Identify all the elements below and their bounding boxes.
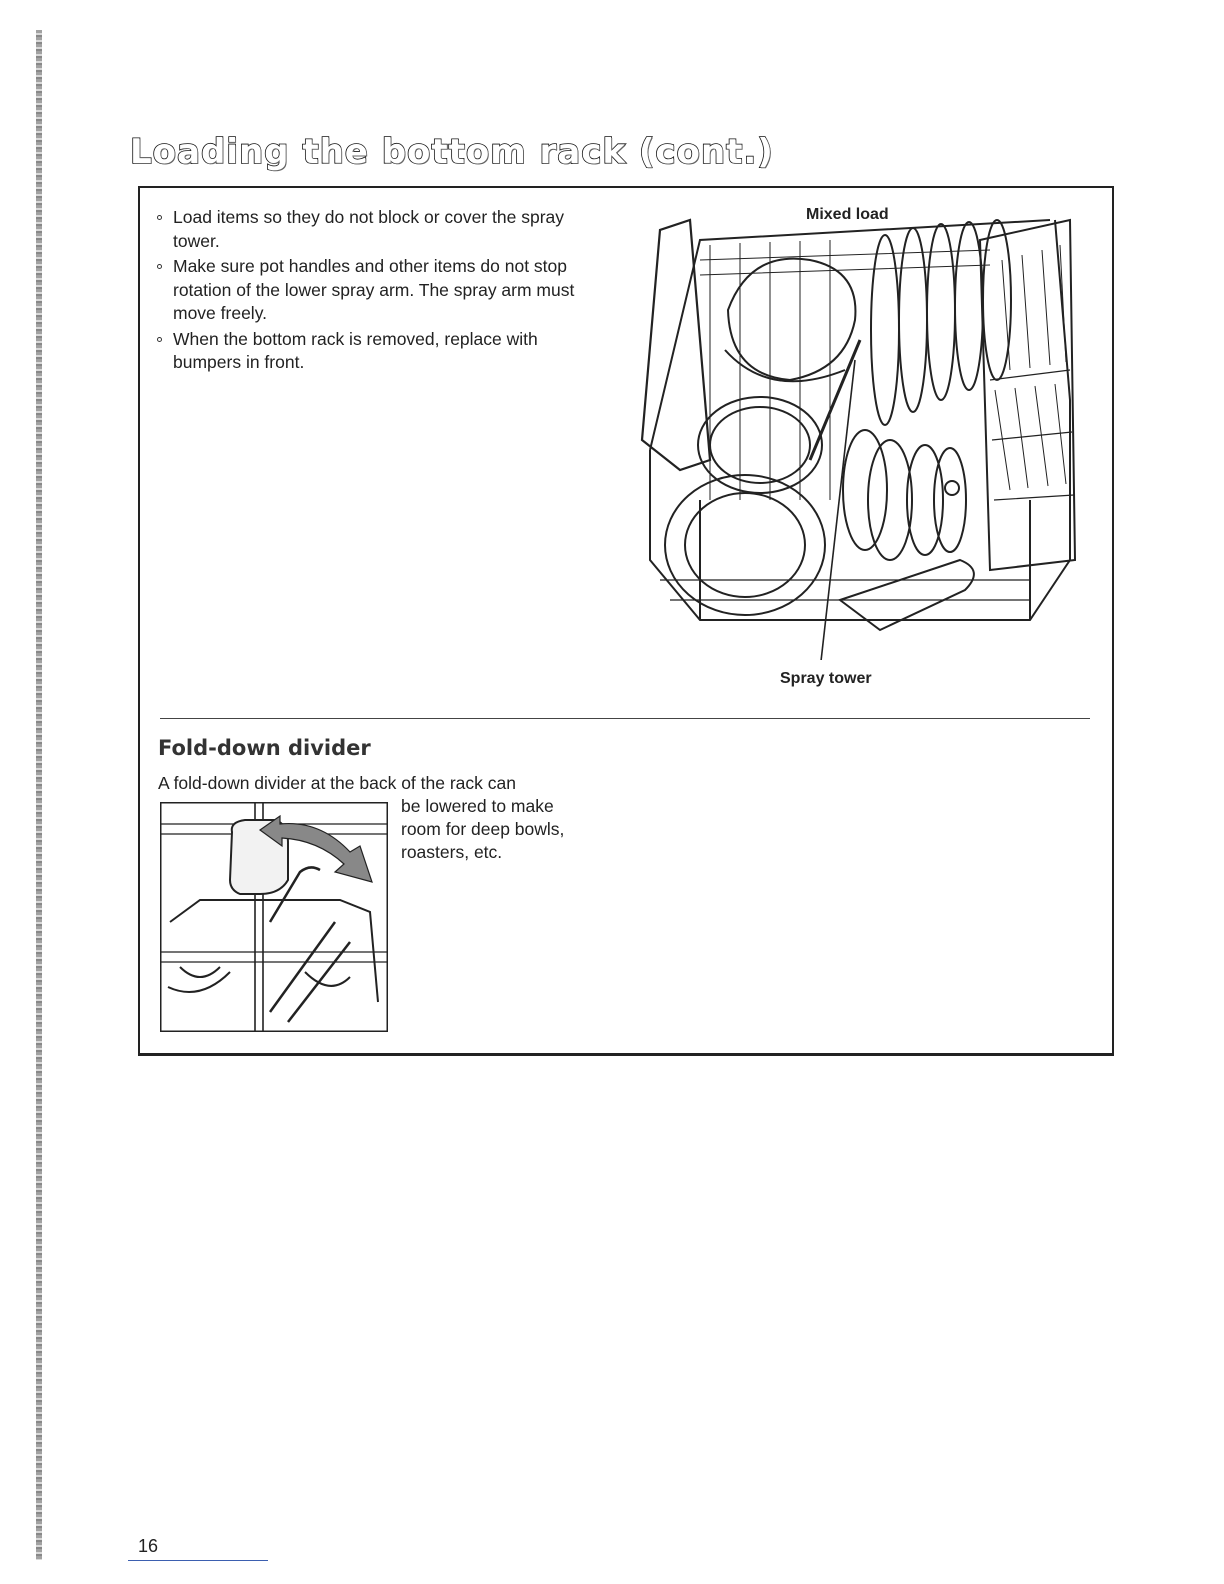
list-item bbox=[156, 255, 606, 326]
bullet-icon bbox=[157, 264, 162, 269]
bullet-text: Load items so they do not block or cover the spray tower. bbox=[173, 207, 565, 251]
bullet-icon bbox=[157, 215, 162, 220]
scan-binding-edge bbox=[36, 30, 42, 1560]
bullet-text: When the bottom rack is removed, replace with bumpers in front. bbox=[173, 328, 538, 372]
mixed-load-illustration bbox=[630, 200, 1082, 660]
section-divider bbox=[160, 718, 1090, 719]
fold-down-text-line-2: be lowered to make bbox=[401, 796, 554, 816]
page-title: Loading the bottom rack (cont.) bbox=[130, 132, 774, 172]
spray-tower-label: Spray tower bbox=[780, 670, 872, 687]
bullet-icon bbox=[157, 337, 162, 342]
mixed-load-label: Mixed load bbox=[806, 206, 889, 223]
fold-down-heading: Fold-down divider bbox=[158, 736, 371, 760]
bullet-text: Make sure pot handles and other items do not stop rotation of the lower spray arm. The spray arm must move freely. bbox=[173, 256, 575, 323]
fold-down-text-line-3: room for deep bowls, bbox=[401, 819, 565, 839]
list-item bbox=[156, 206, 606, 253]
page-number: 16 bbox=[138, 1536, 159, 1556]
list-item bbox=[156, 328, 606, 375]
fold-down-divider-illustration bbox=[160, 802, 388, 1032]
fold-down-text-line-4: roasters, etc. bbox=[401, 842, 503, 862]
footer-rule bbox=[128, 1560, 268, 1561]
fold-down-text-line-1: A fold-down divider at the back of the rack can bbox=[158, 773, 516, 793]
instruction-list bbox=[156, 206, 606, 377]
